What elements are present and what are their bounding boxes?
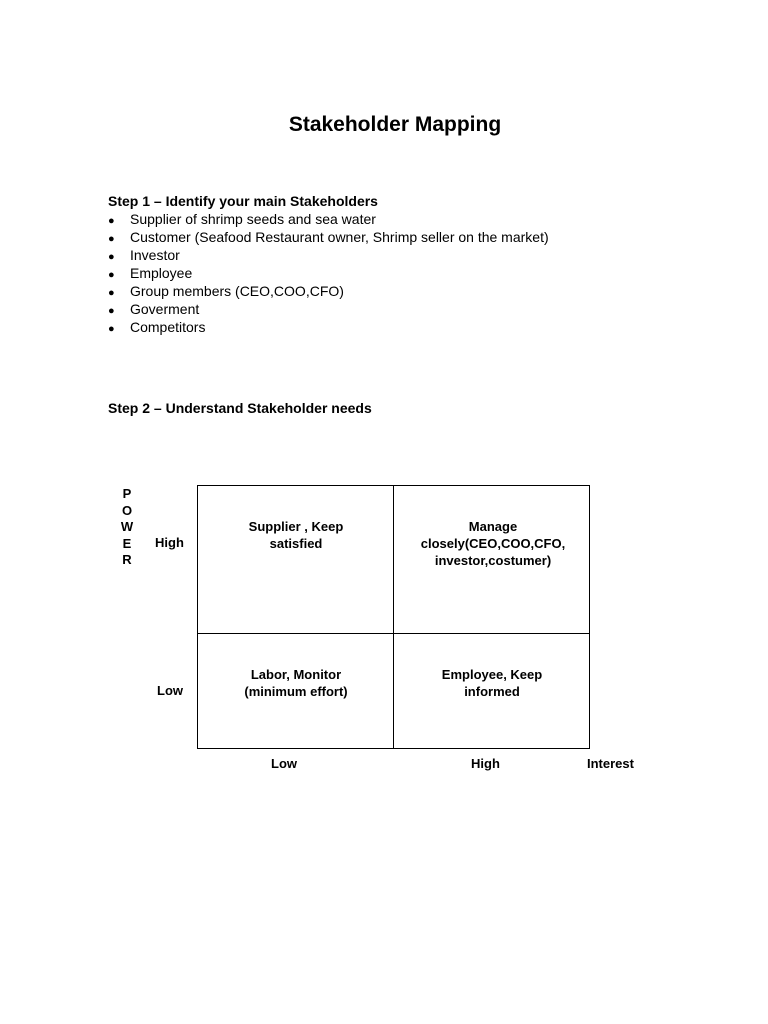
- list-item-text: Employee: [130, 265, 193, 281]
- cell-line: (minimum effort): [244, 684, 348, 699]
- list-item-text: Customer (Seafood Restaurant owner, Shrimp seller on the market): [130, 229, 549, 245]
- bullet-icon: ●: [108, 287, 115, 299]
- power-letter: O: [121, 502, 133, 518]
- list-item: [108, 264, 549, 282]
- cell-line: Supplier , Keep: [248, 519, 344, 534]
- matrix-vertical-divider: [393, 486, 394, 748]
- bullet-icon: ●: [108, 215, 115, 227]
- cell-line: satisfied: [269, 536, 323, 551]
- cell-high-power-low-interest: [228, 518, 364, 552]
- bullet-icon: ●: [108, 305, 115, 317]
- bullet-icon: ●: [108, 233, 115, 245]
- x-axis-high-label: High: [471, 756, 500, 771]
- list-item-text: Goverment: [130, 301, 200, 317]
- cell-high-power-high-interest: [410, 518, 576, 569]
- power-letter: P: [122, 486, 132, 501]
- list-item: [108, 228, 549, 246]
- cell-line: Labor, Monitor: [250, 667, 342, 682]
- list-item-text: Supplier of shrimp seeds and sea water: [130, 211, 376, 227]
- bullet-icon: ●: [108, 251, 115, 263]
- list-item: [108, 210, 549, 228]
- cell-line: Manage: [468, 519, 518, 534]
- y-axis-low-label: Low: [157, 683, 183, 698]
- list-item: [108, 282, 549, 300]
- cell-line: Employee, Keep: [441, 667, 543, 682]
- list-item: [108, 300, 549, 318]
- matrix-horizontal-divider: [198, 633, 589, 634]
- power-letter: W: [120, 519, 134, 535]
- y-axis-high-label: High: [155, 535, 184, 550]
- stakeholder-matrix: [197, 485, 590, 749]
- step2-heading: Step 2 – Understand Stakeholder needs: [108, 400, 372, 416]
- cell-line: informed: [464, 684, 520, 699]
- list-item: [108, 318, 549, 336]
- bullet-icon: ●: [108, 269, 115, 281]
- list-item-text: Investor: [130, 247, 180, 263]
- power-letter: R: [122, 552, 132, 568]
- list-item-text: Competitors: [130, 319, 206, 335]
- x-axis-interest-label: Interest: [587, 756, 634, 771]
- stakeholder-list: [108, 210, 549, 336]
- cell-low-power-low-interest: [228, 666, 364, 700]
- cell-line: investor,costumer): [434, 553, 552, 568]
- cell-line: closely(CEO,COO,CFO,: [420, 536, 566, 551]
- x-axis-low-label: Low: [271, 756, 297, 771]
- step1-heading: Step 1 – Identify your main Stakeholders: [108, 193, 378, 209]
- page-title: Stakeholder Mapping: [288, 113, 502, 136]
- power-axis-label: [120, 486, 134, 569]
- cell-low-power-high-interest: [424, 666, 560, 700]
- power-letter: E: [122, 535, 132, 551]
- bullet-icon: ●: [108, 323, 115, 335]
- list-item: [108, 246, 549, 264]
- list-item-text: Group members (CEO,COO,CFO): [130, 283, 344, 299]
